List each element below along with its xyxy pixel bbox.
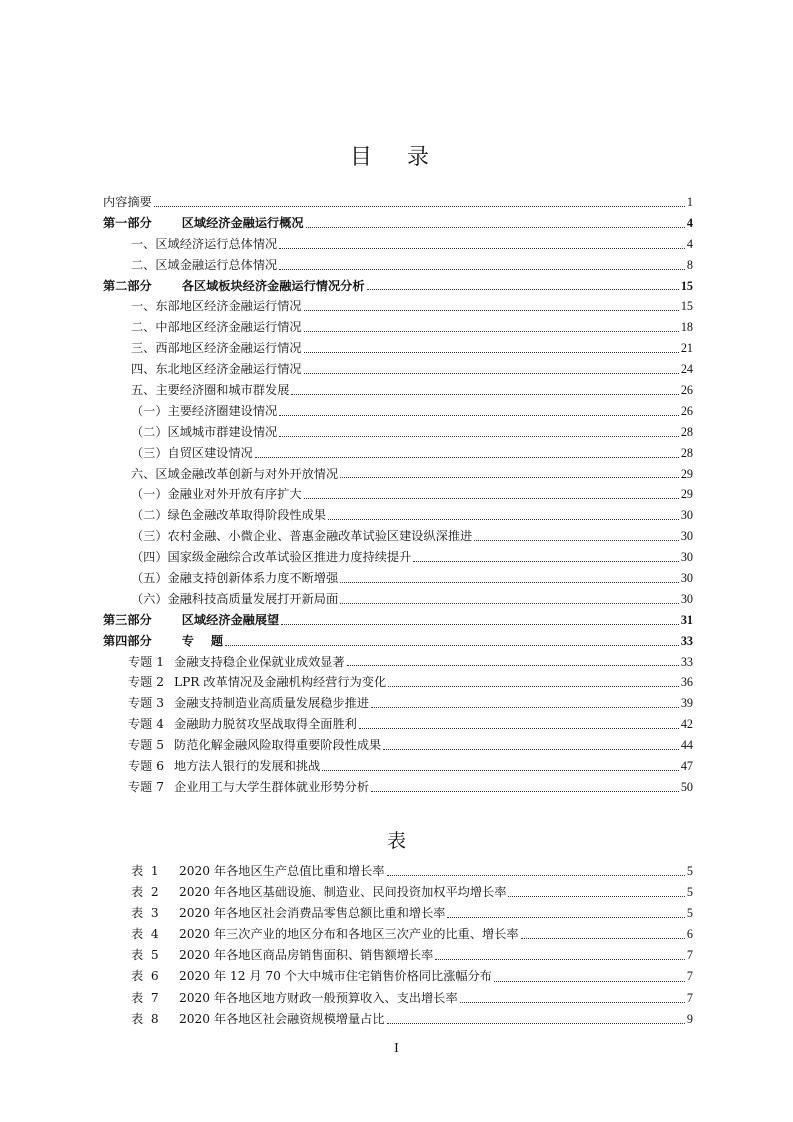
dot-leader [413,560,679,562]
dot-leader [291,393,678,395]
toc-entry-label: 二、中部地区经济金融运行情况 [131,320,302,335]
toc-entry-page: 29 [680,466,693,481]
toc-entry-page: 39 [680,696,693,711]
table-list-entry[interactable] [131,1009,693,1030]
dot-leader [435,958,685,960]
toc-entry[interactable] [103,422,693,443]
table-entry-page: 9 [686,1011,693,1026]
toc-entry[interactable] [103,443,693,464]
toc-entry[interactable] [103,735,693,756]
table-entry-label: 表 4 [131,927,159,942]
dot-leader [306,226,685,228]
toc-entry[interactable] [103,464,693,485]
table-entry-title: 2020 年各地区地方财政一般预算收入、支出增长率 [179,990,458,1005]
toc-entry-label: （六）金融科技高质量发展打开新局面 [131,591,339,606]
toc-entry[interactable] [103,296,693,317]
toc-entry-label: 四、东北地区经济金融运行情况 [131,362,302,377]
table-list-entry[interactable] [131,988,693,1009]
toc-entry-page: 24 [680,362,693,377]
toc-entry-label: 专题 4 [128,717,165,732]
dot-leader [304,309,679,311]
table-list-entry[interactable] [131,945,693,966]
toc-entry[interactable] [103,484,693,505]
toc-entry-label: 专题 7 [128,779,165,794]
toc-entry-label: 专题 1 [128,654,165,669]
dot-leader [279,268,685,270]
toc-entry-page: 29 [680,487,693,502]
table-list-entry[interactable] [131,924,693,945]
dot-leader [304,497,679,499]
toc-entry-label: （二）区域城市群建设情况 [131,424,278,439]
table-entry-page: 5 [686,885,693,900]
toc-entry[interactable] [103,714,693,735]
toc-entry-page: 33 [680,633,693,648]
dot-leader [322,769,679,771]
table-entry-title: 2020 年三次产业的地区分布和各地区三次产业的比重、增长率 [179,927,519,942]
toc-entry-label: （三）自贸区建设情况 [131,445,253,460]
toc-entry[interactable] [103,756,693,777]
toc-entry[interactable] [103,589,693,610]
dot-leader [304,372,679,374]
toc-entry[interactable] [103,693,693,714]
dot-leader [347,664,679,666]
toc-entry-page: 30 [680,591,693,606]
toc-entry-title: 防范化解金融风险取得重要阶段性成果 [174,738,382,753]
list-of-tables [131,861,693,1030]
dot-leader [340,602,679,604]
table-entry-title: 2020 年各地区社会融资规模增量占比 [179,1011,385,1026]
toc-entry-label: 专题 3 [128,696,165,711]
toc-entry[interactable] [103,255,693,276]
toc-entry-title: 企业用工与大学生群体就业形势分析 [174,779,370,794]
dot-leader [279,247,685,249]
dot-leader [340,476,679,478]
toc-entry-page: 44 [680,738,693,753]
dot-leader [508,895,685,897]
dot-leader [387,874,685,876]
dot-leader [359,727,679,729]
page-number: I [394,1041,399,1056]
dot-leader [279,435,679,437]
dot-leader [383,748,679,750]
dot-leader [328,518,679,520]
toc-entry-label: 内容摘要 [103,195,152,209]
toc-entry-page: 28 [680,445,693,460]
toc-entry-label: 一、东部地区经济金融运行情况 [131,299,302,314]
table-entry-label: 表 5 [131,948,159,963]
table-entry-title: 2020 年各地区生产总值比重和增长率 [179,864,385,878]
toc-entry-label: 第一部分 [103,215,152,230]
dot-leader [371,706,679,708]
toc-entry-page: 21 [680,341,693,356]
toc-entry[interactable] [103,338,693,359]
table-list-entry[interactable] [131,966,693,987]
toc-entry-page: 15 [680,299,693,314]
table-entry-label: 表 1 [131,864,159,878]
table-list-entry[interactable] [131,861,693,882]
table-entry-label: 表 3 [131,906,159,921]
toc-entry[interactable] [103,380,693,401]
toc-entry-label: 专题 6 [128,759,165,774]
table-entry-page: 7 [686,948,693,963]
table-list-entry[interactable] [131,882,693,903]
toc-entry-label: （四）国家级金融综合改革试验区推进力度持续提升 [131,550,412,565]
toc-entry-label: 第二部分 [103,278,152,293]
toc-entry-page: 30 [680,571,693,586]
toc-entry[interactable] [103,213,693,234]
dot-leader [460,1001,685,1003]
dot-leader [387,1022,685,1024]
toc-entry-page: 18 [680,320,693,335]
table-of-contents [103,192,693,798]
toc-entry-page: 30 [680,529,693,544]
toc-entry-label: 专题 5 [128,738,165,753]
toc-entry-page: 26 [680,383,693,398]
toc-entry-page: 31 [680,612,693,627]
toc-entry-label: （一）主要经济圈建设情况 [131,403,278,418]
toc-entry-page: 33 [680,654,693,669]
table-entry-page: 7 [686,969,693,984]
table-entry-page: 5 [686,906,693,921]
toc-entry-page: 30 [680,550,693,565]
toc-entry-page: 28 [680,424,693,439]
dot-leader [367,288,679,290]
dot-leader [340,581,679,583]
table-entry-title: 2020 年 12 月 70 个大中城市住宅销售价格同比涨幅分布 [179,969,492,984]
table-entry-page: 5 [686,864,693,878]
toc-entry-page: 42 [680,717,693,732]
toc-entry-label: （五）金融支持创新体系力度不断增强 [131,571,339,586]
toc-entry-page: 4 [686,215,693,230]
toc-entry-label: （二）绿色金融改革取得阶段性成果 [131,508,326,523]
toc-entry-label: 专题 2 [128,675,165,690]
toc-entry-title: 金融支持制造业高质量发展稳步推进 [174,696,370,711]
toc-entry-label: 第四部分 [103,633,152,648]
dot-leader [225,644,679,646]
toc-entry-title: 区域经济金融运行概况 [181,215,304,230]
table-entry-label: 表 2 [131,885,159,900]
toc-entry[interactable] [103,777,693,798]
toc-entry-page: 36 [680,675,693,690]
toc-entry-label: 第三部分 [103,612,152,627]
toc-entry-title: 地方法人银行的发展和挑战 [174,759,321,774]
toc-entry[interactable] [103,547,693,568]
toc-entry-page: 8 [686,257,693,272]
toc-entry-label: （一）金融业对外开放有序扩大 [131,487,302,502]
toc-entry-label: 三、西部地区经济金融运行情况 [131,341,302,356]
toc-entry-label: 六、区域金融改革创新与对外开放情况 [131,466,339,481]
toc-entry-page: 26 [680,403,693,418]
toc-entry-title: 区域经济金融展望 [181,612,280,627]
toc-entry-page: 30 [680,508,693,523]
dot-leader [494,980,685,982]
toc-entry-page: 1 [686,195,693,209]
table-entry-title: 2020 年各地区商品房销售面积、销售额增长率 [179,948,434,963]
toc-entry[interactable] [103,234,693,255]
toc-entry-label: 一、区域经济运行总体情况 [131,236,278,251]
dot-leader [388,685,679,687]
toc-entry[interactable] [103,505,693,526]
toc-entry-page: 50 [680,779,693,794]
dot-leader [255,456,679,458]
toc-entry[interactable] [103,526,693,547]
table-list-entry[interactable] [131,903,693,924]
dot-leader [154,205,685,207]
table-entry-title: 2020 年各地区社会消费品零售总额比重和增长率 [179,906,446,921]
table-entry-label: 表 7 [131,990,159,1005]
dot-leader [279,414,679,416]
page-title: 目 录 [350,145,443,170]
toc-entry-page: 15 [680,278,693,293]
toc-entry[interactable] [103,631,693,652]
dot-leader [304,351,679,353]
tables-heading: 表 [386,830,406,852]
dot-leader [447,916,684,918]
toc-entry-label: （三）农村金融、小微企业、普惠金融改革试验区建设纵深推进 [131,529,473,544]
toc-entry[interactable] [103,610,693,631]
toc-entry[interactable] [103,401,693,422]
toc-entry-title: LPR 改革情况及金融机构经营行为变化 [174,675,387,690]
table-entry-label: 表 6 [131,969,159,984]
toc-entry[interactable] [103,192,693,213]
toc-entry-title: 金融助力脱贫攻坚战取得全面胜利 [174,717,357,732]
table-entry-title: 2020 年各地区基础设施、制造业、民间投资加权平均增长率 [179,885,507,900]
dot-leader [521,937,685,939]
dot-leader [281,623,679,625]
dot-leader [304,330,679,332]
toc-entry-title: 金融支持稳企业保就业成效显著 [174,654,345,669]
table-entry-page: 6 [686,927,693,942]
toc-entry[interactable] [103,652,693,673]
toc-entry-label: 二、区域金融运行总体情况 [131,257,278,272]
table-entry-label: 表 8 [131,1011,159,1026]
toc-entry[interactable] [103,317,693,338]
toc-entry-title: 专 题 [181,633,224,648]
table-entry-page: 7 [686,990,693,1005]
dot-leader [371,790,679,792]
toc-entry-page: 4 [686,236,693,251]
toc-entry-page: 47 [680,759,693,774]
toc-entry[interactable] [103,568,693,589]
toc-entry[interactable] [103,672,693,693]
toc-entry[interactable] [103,276,693,297]
toc-entry[interactable] [103,359,693,380]
toc-entry-label: 五、主要经济圈和城市群发展 [131,383,290,398]
dot-leader [474,539,679,541]
toc-entry-title: 各区域板块经济金融运行情况分析 [181,278,365,293]
